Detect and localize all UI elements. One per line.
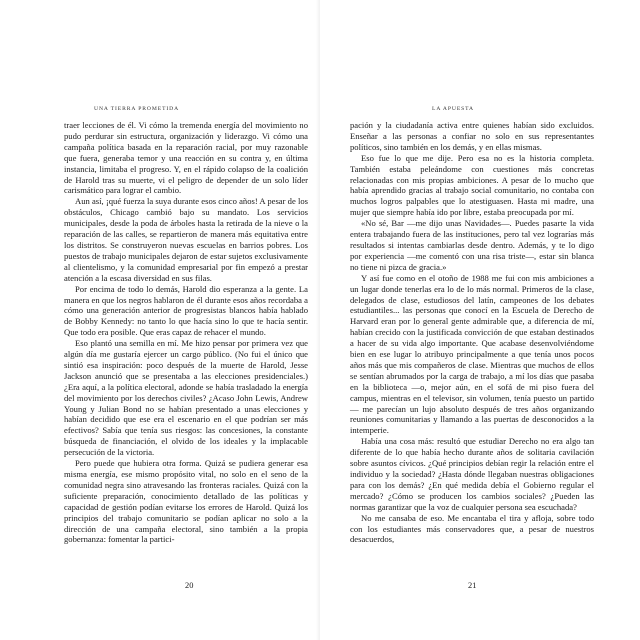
- paragraph: Eso plantó una semilla en mí. Me hizo pensar por primera vez que algún día me gustaría ejercer un cargo público. (No fui el único que sintió esa inspiración: poco después de la muerte de Harold, Jesse Jackson anunció que se presentaba a las elecciones presidenciales.) ¿Era aquí, a la política electoral, adonde se había trasladado la energía del movimiento por los derechos civiles? ¿Acaso John Lewis, Andrew Young y Julian Bond no se habían presentado a unas elecciones y habían decidido que ese era el escenario en el que podrían ser más efectivos? Sabía que tenía sus riesgos: las concesiones, la constante búsqueda de financiación, el olvido de los ideales y la implacable persecución de la victoria.: [64, 338, 308, 458]
- left-body-text: [64, 120, 308, 545]
- paragraph: Pero puede que hubiera otra forma. Quizá se pudiera generar esa misma energía, ese mismo propósito vital, no solo en el seno de la comunidad negra sino atravesando las fronteras raciales. Quizá con la suficiente preparación, conocimiento detallado de las políticas y capacidad de gestión podían evitarse los errores de Harold. Quizá los principios del trabajo comunitario se podían aplicar no solo a la dirección de una campaña electoral, sino también a la propia gobernanza: fomentar la partici-: [64, 458, 308, 545]
- paragraph: «No sé, Bar —me dijo unas Navidades—. Puedes pasarte la vida entera trabajando fuera de las instituciones, pero tal vez lograrías más resultados si intentas cambiarlas desde dentro. Además, y te lo digo por experiencia —me comentó con una risa triste—, estar sin blanca no tiene ni pizca de gracia.»: [350, 218, 594, 272]
- page-number-right: 21: [468, 581, 477, 590]
- paragraph: traer lecciones de él. Vi cómo la tremenda energía del movimiento no pudo perdurar sin estructura, organización y liderazgo. Vi cómo una campaña política basada en la reparación racial, por muy razonable que fuera, generaba temor y una reacción en su contra y, en última instancia, limitaba el progreso. Y, en el rápido colapso de la coalición de Harold tras su muerte, vi el peligro de depender de un solo líder carismático para lograr el cambio.: [64, 120, 308, 196]
- paragraph: Eso fue lo que me dije. Pero esa no es la historia completa. También estaba peleándome con cuestiones más concretas relacionadas con mis propias ambiciones. A pesar de lo mucho que había aprendido gracias al trabajo social comunitario, no contaba con muchos logros palpables que lo atestiguasen. Hasta mi madre, una mujer que siempre había ido por libre, estaba preocupada por mí.: [350, 152, 594, 218]
- running-head-right: LA APUESTA: [432, 106, 474, 112]
- paragraph: Por encima de todo lo demás, Harold dio esperanza a la gente. La manera en que los negros hablaron de él durante esos años recordaba a cómo una generación anterior de progresistas blancos había hablado de Bobby Kennedy: no tanto lo que hacía sino lo que te hacía sentir. Que todo era posible. Que eras capaz de rehacer el mundo.: [64, 283, 308, 338]
- right-body-text: [350, 120, 594, 545]
- paragraph: pación y la ciudadanía activa entre quienes habían sido excluidos. Enseñar a las personas a confiar no solo en sus representantes políticos, sino también en los demás, y en ellas mismas.: [350, 120, 594, 152]
- page-number-left: 20: [185, 581, 194, 590]
- right-page: [320, 0, 640, 640]
- paragraph: Había una cosa más: resultó que estudiar Derecho no era algo tan diferente de lo que había hecho durante años de solitaria cavilación sobre asuntos cívicos. ¿Qué principios debían regir la relación entre el individuo y la sociedad? ¿Hasta dónde llegaban nuestras obligaciones para con los demás? ¿En qué medida debía el Gobierno regular el mercado? ¿Cómo se producen los cambios sociales? ¿Pueden las normas garantizar que la voz de cualquier persona sea escuchada?: [350, 436, 594, 512]
- paragraph: Y así fue como en el otoño de 1988 me fui con mis ambiciones a un lugar donde tenerlas era lo de lo más normal. Primeros de la clase, delegados de clase, estudiosos del latín, campeones de los debates estudiantiles... las personas que conocí en la Escuela de Derecho de Harvard eran por lo general gente admirable que, a diferencia de mí, habían crecido con la justificada convicción de que estaban destinados a hacer de su vida algo importante. Que acabase desenvolviéndome bien en ese lugar lo atribuyo principalmente a que tenía unos pocos años más que mis compañeros de clase. Mientras que muchos de ellos se sentían abrumados por la carga de trabajo, a mí los días que pasaba en la biblioteca —o, mejor aún, en el sofá de mi piso fuera del campus, mientras en el televisor, sin volumen, tenía puesto un partido— me parecían un lujo absoluto después de tres años organizando reuniones comunitarias y llamando a las puertas de desconocidos a la intemperie.: [350, 272, 594, 436]
- paragraph: No me cansaba de eso. Me encantaba el tira y afloja, sobre todo con los estudiantes más conservadores que, a pesar de nuestros desacuerdos,: [350, 512, 594, 545]
- running-head-left: UNA TIERRA PROMETIDA: [94, 106, 180, 112]
- paragraph: Aun así, ¡qué fuerza la suya durante esos cinco años! A pesar de los obstáculos, Chicago cambió bajo su mandato. Los servicios municipales, desde la poda de árboles hasta la retirada de la nieve o la reparación de las calles, se repartieron de manera más equitativa entre los distritos. Se construyeron nuevas escuelas en barrios pobres. Los puestos de trabajo municipales dejaron de estar sujetos exclusivamente al clientelismo, y la comunidad empresarial por fin empezó a prestar atención a la escasa diversidad en sus filas.: [64, 196, 308, 283]
